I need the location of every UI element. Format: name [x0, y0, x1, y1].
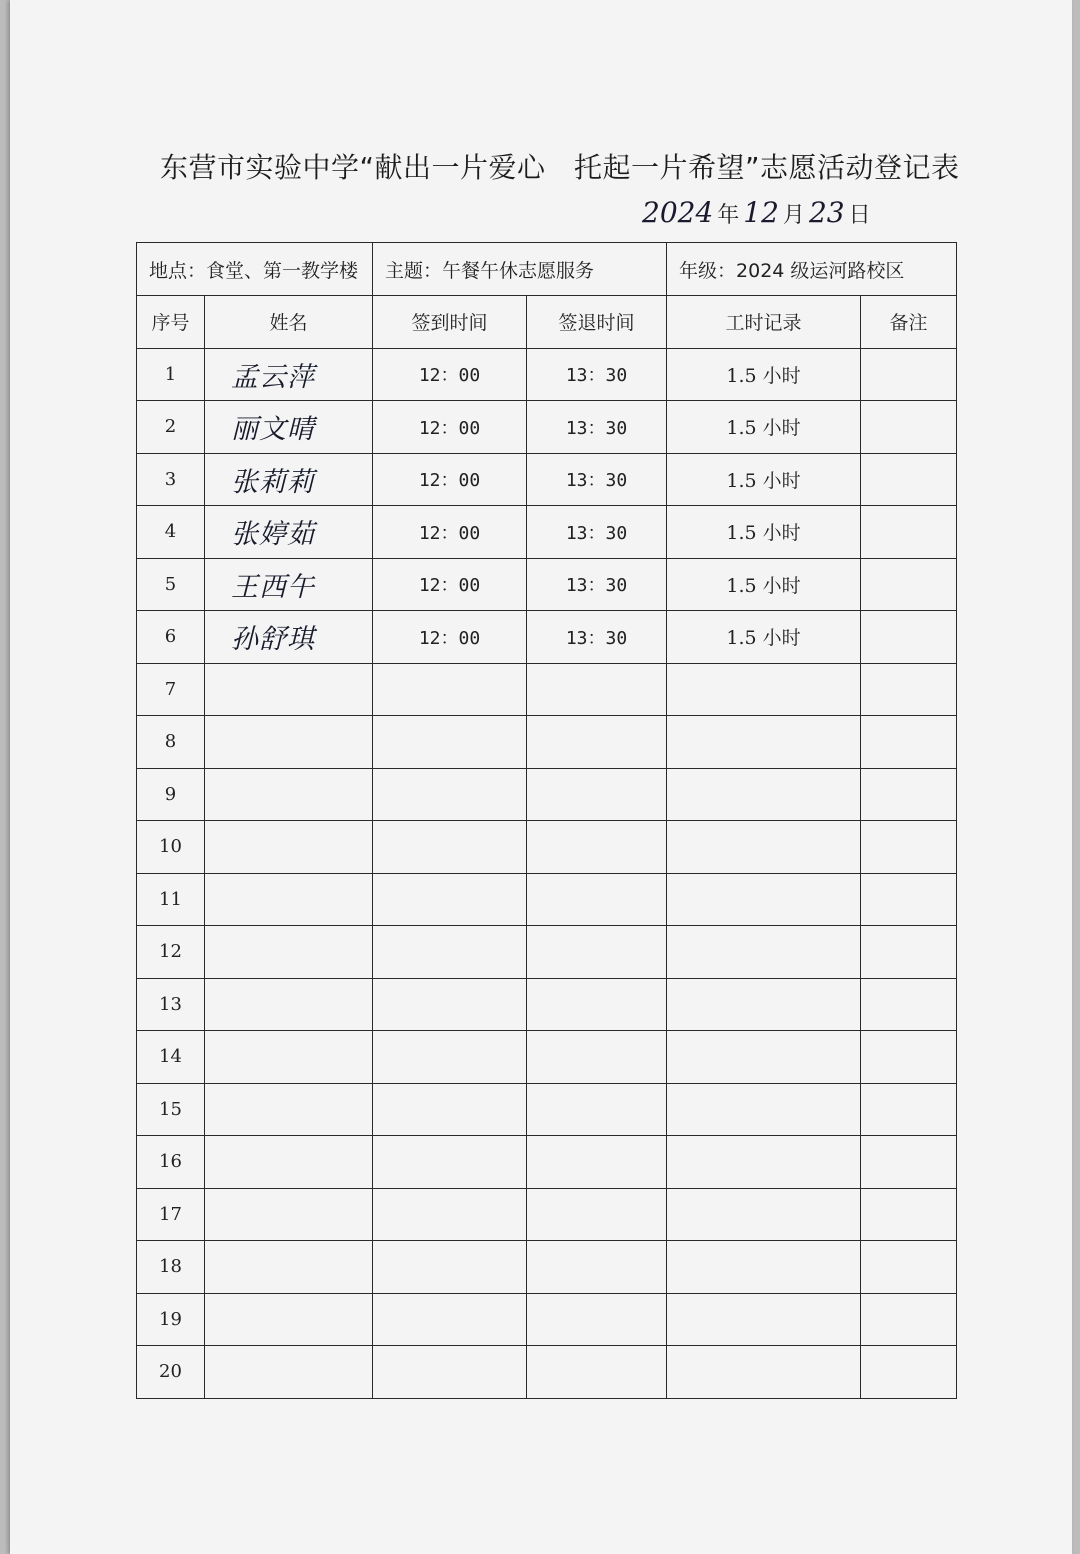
table-row [137, 1136, 957, 1189]
table-row [137, 348, 957, 401]
row-note [861, 926, 957, 979]
row-checkin-time [373, 768, 527, 821]
row-signature [205, 768, 373, 821]
row-hours [667, 978, 861, 1031]
row-seq: 18 [137, 1241, 205, 1294]
row-checkout-time [527, 926, 667, 979]
row-checkout-time [527, 1188, 667, 1241]
table-row [137, 611, 957, 664]
row-signature [205, 821, 373, 874]
row-checkin-time [373, 1293, 527, 1346]
row-checkin-time [373, 1083, 527, 1136]
row-signature: 王西午 [205, 558, 373, 611]
table-row [137, 1188, 957, 1241]
row-checkin-time [373, 663, 527, 716]
table-row [137, 1083, 957, 1136]
row-seq: 19 [137, 1293, 205, 1346]
row-note [861, 1188, 957, 1241]
year-suffix: 年 [717, 203, 740, 228]
row-checkin-time: 12：00 [373, 506, 527, 559]
row-checkin-time [373, 926, 527, 979]
row-seq: 3 [137, 453, 205, 506]
row-seq: 9 [137, 768, 205, 821]
row-checkin-time [373, 821, 527, 874]
row-hours [667, 1346, 861, 1399]
row-signature [205, 1346, 373, 1399]
row-checkin-time: 12：00 [373, 401, 527, 454]
row-hours: 1.5 小时 [667, 611, 861, 664]
row-hours [667, 1241, 861, 1294]
row-note [861, 348, 957, 401]
table-row [137, 1031, 957, 1084]
header-checkin: 签到时间 [373, 296, 527, 349]
table-row [137, 1346, 957, 1399]
form-title: 东营市实验中学“献出一片爱心 托起一片希望”志愿活动登记表 [160, 151, 960, 184]
row-note [861, 1346, 957, 1399]
row-hours [667, 768, 861, 821]
row-hours [667, 1188, 861, 1241]
row-checkout-time [527, 1346, 667, 1399]
date-line [642, 196, 871, 236]
row-note [861, 611, 957, 664]
header-seq: 序号 [137, 296, 205, 349]
row-signature: 丽文晴 [205, 401, 373, 454]
row-checkin-time [373, 873, 527, 926]
table-row [137, 401, 957, 454]
handwritten-day: 23 [808, 196, 845, 229]
location-cell: 地点：食堂、第一教学楼 [137, 243, 373, 296]
row-hours [667, 663, 861, 716]
row-seq: 1 [137, 348, 205, 401]
row-signature [205, 663, 373, 716]
row-checkin-time: 12：00 [373, 348, 527, 401]
row-seq: 13 [137, 978, 205, 1031]
row-checkin-time [373, 1136, 527, 1189]
row-hours [667, 1083, 861, 1136]
row-note [861, 558, 957, 611]
row-checkin-time: 12：00 [373, 611, 527, 664]
row-note [861, 453, 957, 506]
row-checkout-time: 13：30 [527, 611, 667, 664]
row-checkin-time [373, 1031, 527, 1084]
table-row [137, 821, 957, 874]
header-checkout: 签退时间 [527, 296, 667, 349]
row-hours: 1.5 小时 [667, 401, 861, 454]
row-checkout-time [527, 716, 667, 769]
row-hours [667, 821, 861, 874]
row-checkin-time [373, 716, 527, 769]
handwritten-month: 12 [743, 196, 779, 229]
row-checkout-time: 13：30 [527, 558, 667, 611]
row-signature [205, 1083, 373, 1136]
row-checkout-time [527, 1136, 667, 1189]
row-note [861, 768, 957, 821]
theme-cell: 主题：午餐午休志愿服务 [373, 243, 667, 296]
row-checkout-time: 13：30 [527, 401, 667, 454]
row-signature [205, 926, 373, 979]
row-signature: 孟云萍 [205, 348, 373, 401]
table-row [137, 663, 957, 716]
row-checkout-time [527, 821, 667, 874]
row-signature [205, 873, 373, 926]
row-checkout-time [527, 1031, 667, 1084]
row-note [861, 1293, 957, 1346]
row-checkout-time: 13：30 [527, 506, 667, 559]
row-signature [205, 1136, 373, 1189]
row-seq: 6 [137, 611, 205, 664]
row-seq: 17 [137, 1188, 205, 1241]
row-hours: 1.5 小时 [667, 558, 861, 611]
row-note [861, 1083, 957, 1136]
row-hours: 1.5 小时 [667, 453, 861, 506]
row-signature [205, 716, 373, 769]
row-hours [667, 716, 861, 769]
row-seq: 10 [137, 821, 205, 874]
row-checkin-time [373, 1346, 527, 1399]
row-signature [205, 1293, 373, 1346]
row-checkout-time [527, 1241, 667, 1294]
day-suffix: 日 [848, 203, 871, 228]
registration-table [136, 242, 957, 1399]
row-signature: 孙舒琪 [205, 611, 373, 664]
row-note [861, 506, 957, 559]
row-checkin-time [373, 1241, 527, 1294]
table-row [137, 873, 957, 926]
month-suffix: 月 [782, 203, 805, 228]
grade-cell: 年级：2024 级运河路校区 [667, 243, 957, 296]
row-checkout-time: 13：30 [527, 348, 667, 401]
row-checkout-time [527, 1083, 667, 1136]
row-seq: 5 [137, 558, 205, 611]
row-checkout-time [527, 768, 667, 821]
row-checkout-time [527, 873, 667, 926]
row-seq: 20 [137, 1346, 205, 1399]
row-hours [667, 1031, 861, 1084]
row-seq: 15 [137, 1083, 205, 1136]
row-note [861, 821, 957, 874]
row-seq: 12 [137, 926, 205, 979]
info-row [137, 243, 957, 296]
table-row [137, 1241, 957, 1294]
row-note [861, 1031, 957, 1084]
row-signature [205, 1241, 373, 1294]
row-signature [205, 1188, 373, 1241]
table-row [137, 768, 957, 821]
row-hours [667, 1293, 861, 1346]
table-row [137, 453, 957, 506]
table-row [137, 506, 957, 559]
row-hours [667, 926, 861, 979]
header-hours: 工时记录 [667, 296, 861, 349]
row-checkout-time: 13：30 [527, 453, 667, 506]
row-checkin-time: 12：00 [373, 558, 527, 611]
table-row [137, 1293, 957, 1346]
row-seq: 7 [137, 663, 205, 716]
row-seq: 14 [137, 1031, 205, 1084]
row-hours: 1.5 小时 [667, 348, 861, 401]
row-seq: 16 [137, 1136, 205, 1189]
row-note [861, 401, 957, 454]
row-seq: 2 [137, 401, 205, 454]
row-signature: 张婷茹 [205, 506, 373, 559]
table-row [137, 716, 957, 769]
row-checkin-time [373, 978, 527, 1031]
header-name: 姓名 [205, 296, 373, 349]
row-seq: 8 [137, 716, 205, 769]
table-row [137, 926, 957, 979]
row-seq: 4 [137, 506, 205, 559]
row-checkout-time [527, 663, 667, 716]
table-row [137, 558, 957, 611]
row-note [861, 978, 957, 1031]
row-signature [205, 978, 373, 1031]
row-checkout-time [527, 1293, 667, 1346]
handwritten-year: 2024 [642, 196, 714, 229]
header-note: 备注 [861, 296, 957, 349]
row-note [861, 663, 957, 716]
row-signature: 张莉莉 [205, 453, 373, 506]
row-note [861, 1241, 957, 1294]
row-hours [667, 873, 861, 926]
header-row [137, 296, 957, 349]
row-checkout-time [527, 978, 667, 1031]
row-seq: 11 [137, 873, 205, 926]
row-checkin-time [373, 1188, 527, 1241]
row-note [861, 873, 957, 926]
table-row [137, 978, 957, 1031]
row-note [861, 1136, 957, 1189]
row-signature [205, 1031, 373, 1084]
row-hours [667, 1136, 861, 1189]
row-hours: 1.5 小时 [667, 506, 861, 559]
row-checkin-time: 12：00 [373, 453, 527, 506]
row-note [861, 716, 957, 769]
